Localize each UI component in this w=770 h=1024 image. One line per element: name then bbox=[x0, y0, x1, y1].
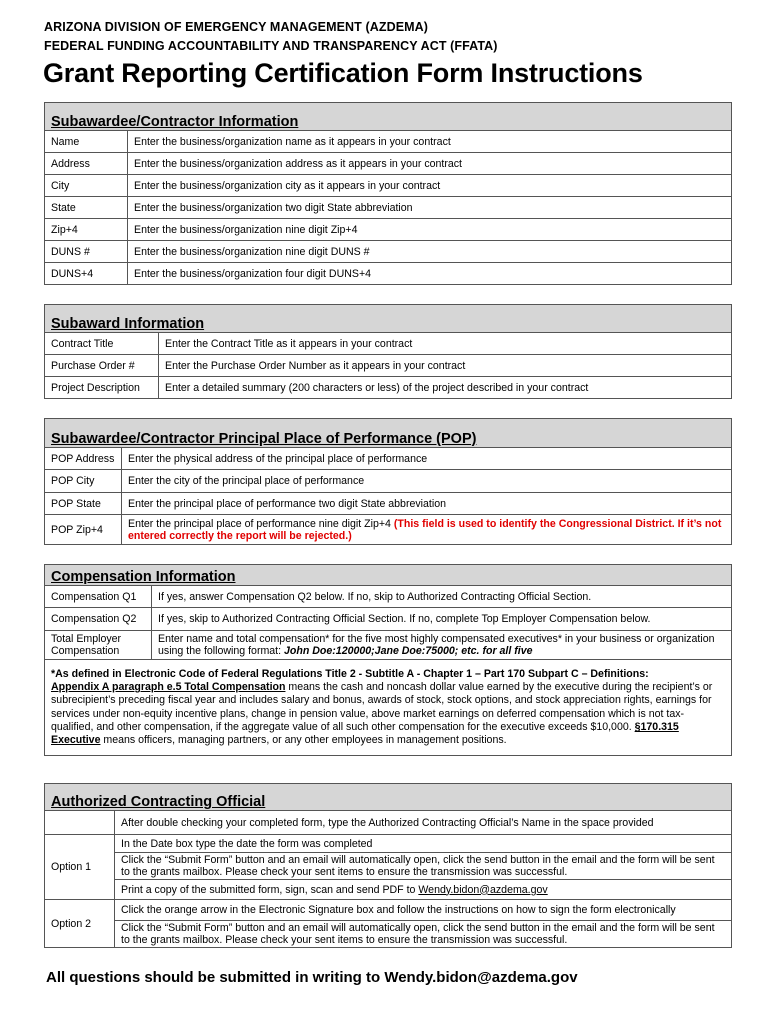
option-1-label: Option 1 bbox=[45, 835, 115, 900]
row-label: POP Zip+4 bbox=[45, 515, 122, 545]
pop-section bbox=[44, 418, 732, 545]
row-label: State bbox=[45, 197, 128, 219]
row-label: Purchase Order # bbox=[45, 355, 159, 377]
compensation-section bbox=[44, 564, 732, 756]
row-text: Enter the business/organization nine digit DUNS # bbox=[128, 241, 732, 263]
row-label: DUNS+4 bbox=[45, 263, 128, 285]
row-text: Enter the business/organization address as it appears in your contract bbox=[128, 153, 732, 175]
table-row bbox=[45, 197, 732, 219]
row-text: Enter the business/organization four digit DUNS+4 bbox=[128, 263, 732, 285]
table-row bbox=[45, 219, 732, 241]
row-label: Compensation Q2 bbox=[45, 608, 152, 631]
table-row bbox=[45, 900, 732, 921]
official-section bbox=[44, 783, 732, 948]
row-text: Enter the business/organization name as it appears in your contract bbox=[128, 131, 732, 153]
section-heading: Subaward Information bbox=[45, 305, 732, 333]
section-heading: Subawardee/Contractor Principal Place of Performance (POP) bbox=[45, 419, 732, 448]
row-label: POP City bbox=[45, 470, 122, 493]
row-label: Contract Title bbox=[45, 333, 159, 355]
row-text bbox=[122, 515, 732, 545]
option-step bbox=[115, 880, 732, 900]
option-step: Click the “Submit Form” button and an email will automatically open, click the send button in the email and the form will be sent to the grants mailbox. Please check your sent items to ensure the transmission was successful. bbox=[115, 853, 732, 880]
row-text: If yes, skip to Authorized Contracting Official Section. If no, complete Top Employer Compensation below. bbox=[152, 608, 732, 631]
option-step: Click the orange arrow in the Electronic Signature box and follow the instructions on how to sign the form electronically bbox=[115, 900, 732, 921]
row-text: Enter the city of the principal place of performance bbox=[122, 470, 732, 493]
row-label: Total Employer Compensation bbox=[45, 631, 152, 660]
print-instruction: Print a copy of the submitted form, sign, scan and send PDF to bbox=[121, 883, 419, 896]
format-example: John Doe:120000;Jane Doe:75000; etc. for all five bbox=[284, 645, 533, 657]
footer-contact: All questions should be submitted in writing to Wendy.bidon@azdema.gov bbox=[46, 969, 578, 986]
row-text: Enter the principal place of performance two digit State abbreviation bbox=[122, 493, 732, 515]
option-step: In the Date box type the date the form was completed bbox=[115, 835, 732, 853]
table-row bbox=[45, 835, 732, 853]
table-row bbox=[45, 921, 732, 948]
header-act: FEDERAL FUNDING ACCOUNTABILITY AND TRANSPARENCY ACT (FFATA) bbox=[44, 39, 498, 53]
table-row bbox=[45, 153, 732, 175]
table-row bbox=[45, 377, 732, 399]
email-link[interactable]: Wendy.bidon@azdema.gov bbox=[418, 883, 548, 896]
table-row bbox=[45, 355, 732, 377]
rejection-warning: (This field is used to identify the Congressional District. If it’s not entered correctly the report will be rejected.) bbox=[128, 517, 722, 542]
section-heading: Compensation Information bbox=[45, 565, 732, 586]
option-step: Click the “Submit Form” button and an email will automatically open, click the send button in the email and the form will be sent to the grants mailbox. Please check your sent items to ensure the transmission was successful. bbox=[115, 921, 732, 948]
table-row bbox=[45, 586, 732, 608]
row-label: POP Address bbox=[45, 448, 122, 470]
row-label: Name bbox=[45, 131, 128, 153]
option-2-label: Option 2 bbox=[45, 900, 115, 948]
section-heading: Subawardee/Contractor Information bbox=[45, 103, 732, 131]
header-agency: ARIZONA DIVISION OF EMERGENCY MANAGEMENT (AZDEMA) bbox=[44, 20, 429, 34]
subawardee-section bbox=[44, 102, 732, 285]
table-row bbox=[45, 175, 732, 197]
note-heading: *As defined in Electronic Code of Federal Regulations Title 2 - Subtitle A - Chapter 1 – Part 170 Subpart C – Definitions: bbox=[51, 667, 649, 680]
table-row bbox=[45, 241, 732, 263]
row-text: Enter the business/organization nine digit Zip+4 bbox=[128, 219, 732, 241]
page-title: Grant Reporting Certification Form Instructions bbox=[43, 58, 643, 88]
definition-note-row bbox=[45, 660, 732, 756]
table-row bbox=[45, 880, 732, 900]
row-text: Enter a detailed summary (200 characters or less) of the project described in your contract bbox=[159, 377, 732, 399]
row-text: Enter the business/organization two digit State abbreviation bbox=[128, 197, 732, 219]
note-text: means the cash and noncash dollar value earned by the executive during the recipient’s or subrecipient’s preceding fiscal year and includes salary and bonus, awards of stock, stock options, and stock appreciation rights, earnings for services under non-equity incentive plans, change in pension value, above market earnings on deferred compensation which is not tax-qualified, and other compensation, if the aggregate value of all such other compensation for the executive exceeds $10,000. bbox=[51, 681, 713, 733]
subaward-section bbox=[44, 304, 732, 399]
row-text: Enter the Contract Title as it appears in your contract bbox=[159, 333, 732, 355]
table-row bbox=[45, 811, 732, 835]
table-row bbox=[45, 333, 732, 355]
table-row bbox=[45, 470, 732, 493]
table-row bbox=[45, 853, 732, 880]
executive-reference: §170.315 Executive bbox=[51, 720, 679, 746]
table-row bbox=[45, 131, 732, 153]
pop-zip-text: Enter the principal place of performance nine digit Zip+4 bbox=[128, 517, 394, 530]
row-label: Zip+4 bbox=[45, 219, 128, 241]
official-intro: After double checking your completed form, type the Authorized Contracting Official’s Name in the space provided bbox=[115, 811, 732, 835]
row-label: City bbox=[45, 175, 128, 197]
table-row bbox=[45, 448, 732, 470]
appendix-reference: Appendix A paragraph e.5 Total Compensation bbox=[51, 681, 286, 694]
row-label: DUNS # bbox=[45, 241, 128, 263]
row-label: Address bbox=[45, 153, 128, 175]
table-row bbox=[45, 631, 732, 660]
row-text: If yes, answer Compensation Q2 below. If no, skip to Authorized Contracting Official Section. bbox=[152, 586, 732, 608]
table-row bbox=[45, 493, 732, 515]
total-comp-text: Enter name and total compensation* for the five most highly compensated executives* in your business or organization using the following format: bbox=[158, 633, 715, 657]
row-text: Enter the physical address of the principal place of performance bbox=[122, 448, 732, 470]
row-label: POP State bbox=[45, 493, 122, 515]
row-text: Enter the business/organization city as it appears in your contract bbox=[128, 175, 732, 197]
table-row bbox=[45, 608, 732, 631]
row-text: Enter the Purchase Order Number as it appears in your contract bbox=[159, 355, 732, 377]
row-label: Compensation Q1 bbox=[45, 586, 152, 608]
definition-note bbox=[45, 660, 732, 756]
row-label: Project Description bbox=[45, 377, 159, 399]
table-row bbox=[45, 515, 732, 545]
section-heading: Authorized Contracting Official bbox=[45, 784, 732, 811]
table-row bbox=[45, 263, 732, 285]
row-text bbox=[152, 631, 732, 660]
note-text: means officers, managing partners, or any other employees in management positions. bbox=[100, 733, 507, 746]
